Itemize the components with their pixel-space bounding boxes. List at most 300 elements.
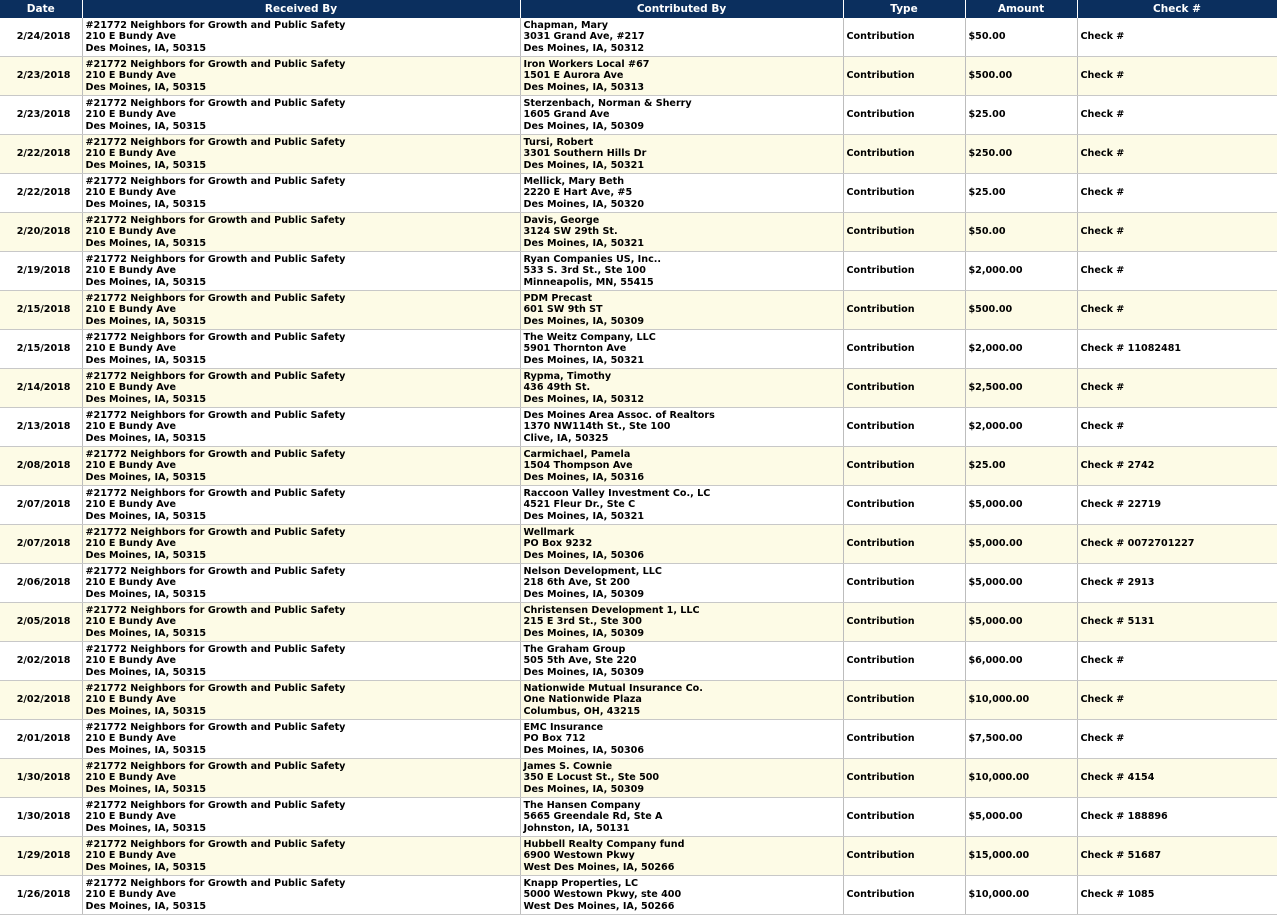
- received-by-line: Des Moines, IA, 50315: [85, 198, 207, 210]
- table-row: [0, 369, 1277, 408]
- received-by-line: 210 E Bundy Ave: [85, 70, 177, 82]
- cell-date: 2/08/2018: [0, 447, 82, 486]
- cell-date: 1/30/2018: [0, 798, 82, 837]
- cell-type: Contribution: [843, 213, 965, 252]
- cell-type: Contribution: [843, 447, 965, 486]
- cell-date: 2/15/2018: [0, 291, 82, 330]
- cell-received-by: [82, 135, 520, 174]
- received-by-line: Des Moines, IA, 50315: [85, 276, 207, 288]
- received-by-line: 210 E Bundy Ave: [85, 616, 177, 628]
- received-by-line: Des Moines, IA, 50315: [85, 588, 207, 600]
- contributed-by-line: 5665 Greendale Rd, Ste A: [523, 811, 663, 823]
- contributed-by-line: 3301 Southern Hills Dr: [523, 148, 647, 160]
- cell-check-number: Check #: [1077, 642, 1277, 681]
- cell-received-by: [82, 447, 520, 486]
- cell-type: Contribution: [843, 525, 965, 564]
- table-row: [0, 408, 1277, 447]
- cell-received-by: [82, 291, 520, 330]
- contributed-by-line: Sterzenbach, Norman & Sherry: [523, 97, 692, 109]
- table-row: [0, 603, 1277, 642]
- cell-amount: $50.00: [965, 213, 1077, 252]
- received-by-line: 210 E Bundy Ave: [85, 772, 177, 784]
- cell-amount: $10,000.00: [965, 876, 1077, 915]
- cell-date: 2/23/2018: [0, 96, 82, 135]
- cell-check-number: Check #: [1077, 96, 1277, 135]
- received-by-line: #21772 Neighbors for Growth and Public Safety: [85, 760, 346, 772]
- cell-check-number: Check #: [1077, 174, 1277, 213]
- contributed-by-line: Mellick, Mary Beth: [523, 175, 625, 187]
- received-by-line: #21772 Neighbors for Growth and Public Safety: [85, 214, 346, 226]
- cell-contributed-by: [520, 18, 843, 57]
- contributed-by-line: Davis, George: [523, 214, 600, 226]
- cell-amount: $5,000.00: [965, 798, 1077, 837]
- cell-amount: $25.00: [965, 96, 1077, 135]
- contributed-by-line: 350 E Locust St., Ste 500: [523, 772, 660, 784]
- cell-amount: $5,000.00: [965, 564, 1077, 603]
- table-row: [0, 798, 1277, 837]
- contributed-by-line: Des Moines, IA, 50309: [523, 627, 645, 639]
- received-by-line: Des Moines, IA, 50315: [85, 822, 207, 834]
- received-by-line: Des Moines, IA, 50315: [85, 627, 207, 639]
- contributed-by-line: Clive, IA, 50325: [523, 432, 609, 444]
- cell-check-number: Check # 5131: [1077, 603, 1277, 642]
- cell-date: 2/23/2018: [0, 57, 82, 96]
- contributed-by-line: Des Moines, IA, 50309: [523, 120, 645, 132]
- contributed-by-line: Minneapolis, MN, 55415: [523, 276, 654, 288]
- contributed-by-line: Nationwide Mutual Insurance Co.: [523, 682, 703, 694]
- cell-check-number: Check # 1085: [1077, 876, 1277, 915]
- cell-contributed-by: [520, 291, 843, 330]
- cell-received-by: [82, 564, 520, 603]
- header-contributed-by[interactable]: Contributed By: [520, 0, 843, 18]
- table-row: [0, 96, 1277, 135]
- cell-date: 1/26/2018: [0, 876, 82, 915]
- received-by-line: Des Moines, IA, 50315: [85, 666, 207, 678]
- contributed-by-line: 3124 SW 29th St.: [523, 226, 618, 238]
- received-by-line: Des Moines, IA, 50315: [85, 42, 207, 54]
- contributed-by-line: 2220 E Hart Ave, #5: [523, 187, 633, 199]
- cell-type: Contribution: [843, 564, 965, 603]
- received-by-line: #21772 Neighbors for Growth and Public Safety: [85, 292, 346, 304]
- cell-check-number: Check # 51687: [1077, 837, 1277, 876]
- contributed-by-line: The Graham Group: [523, 643, 626, 655]
- header-received-by[interactable]: Received By: [82, 0, 520, 18]
- contributed-by-line: The Weitz Company, LLC: [523, 331, 656, 343]
- cell-date: 1/29/2018: [0, 837, 82, 876]
- received-by-line: #21772 Neighbors for Growth and Public Safety: [85, 838, 346, 850]
- received-by-line: Des Moines, IA, 50315: [85, 471, 207, 483]
- cell-type: Contribution: [843, 135, 965, 174]
- contributed-by-line: Christensen Development 1, LLC: [523, 604, 700, 616]
- header-date[interactable]: Date: [0, 0, 82, 18]
- contributed-by-line: 533 S. 3rd St., Ste 100: [523, 265, 646, 277]
- cell-amount: $5,000.00: [965, 525, 1077, 564]
- received-by-line: 210 E Bundy Ave: [85, 343, 177, 355]
- received-by-line: Des Moines, IA, 50315: [85, 744, 207, 756]
- received-by-line: #21772 Neighbors for Growth and Public Safety: [85, 253, 346, 265]
- contributed-by-line: Des Moines, IA, 50321: [523, 354, 645, 366]
- cell-amount: $25.00: [965, 447, 1077, 486]
- contributed-by-line: PDM Precast: [523, 292, 593, 304]
- cell-check-number: Check #: [1077, 681, 1277, 720]
- contributed-by-line: Knapp Properties, LC: [523, 877, 639, 889]
- received-by-line: 210 E Bundy Ave: [85, 187, 177, 199]
- cell-date: 2/20/2018: [0, 213, 82, 252]
- contributed-by-line: 5901 Thornton Ave: [523, 343, 627, 355]
- cell-type: Contribution: [843, 837, 965, 876]
- received-by-line: Des Moines, IA, 50315: [85, 159, 207, 171]
- cell-check-number: Check # 4154: [1077, 759, 1277, 798]
- table-row: [0, 18, 1277, 57]
- cell-date: 2/02/2018: [0, 681, 82, 720]
- contributed-by-line: 215 E 3rd St., Ste 300: [523, 616, 642, 628]
- cell-date: 2/06/2018: [0, 564, 82, 603]
- cell-received-by: [82, 96, 520, 135]
- received-by-line: 210 E Bundy Ave: [85, 109, 177, 121]
- cell-type: Contribution: [843, 759, 965, 798]
- cell-contributed-by: [520, 174, 843, 213]
- cell-amount: $5,000.00: [965, 603, 1077, 642]
- received-by-line: #21772 Neighbors for Growth and Public Safety: [85, 643, 346, 655]
- cell-amount: $500.00: [965, 291, 1077, 330]
- table-row: [0, 291, 1277, 330]
- received-by-line: 210 E Bundy Ave: [85, 655, 177, 667]
- contributed-by-line: Des Moines, IA, 50321: [523, 237, 645, 249]
- contributed-by-line: Des Moines, IA, 50313: [523, 81, 645, 93]
- header-amount[interactable]: Amount: [965, 0, 1077, 18]
- contributed-by-line: Johnston, IA, 50131: [523, 822, 630, 834]
- cell-check-number: Check # 11082481: [1077, 330, 1277, 369]
- cell-type: Contribution: [843, 252, 965, 291]
- received-by-line: 210 E Bundy Ave: [85, 265, 177, 277]
- contributed-by-line: 6900 Westown Pkwy: [523, 850, 635, 862]
- contributed-by-line: Rypma, Timothy: [523, 370, 612, 382]
- received-by-line: #21772 Neighbors for Growth and Public Safety: [85, 370, 346, 382]
- received-by-line: Des Moines, IA, 50315: [85, 81, 207, 93]
- cell-type: Contribution: [843, 174, 965, 213]
- received-by-line: 210 E Bundy Ave: [85, 733, 177, 745]
- contributed-by-line: Des Moines, IA, 50321: [523, 510, 645, 522]
- cell-received-by: [82, 603, 520, 642]
- cell-received-by: [82, 759, 520, 798]
- received-by-line: 210 E Bundy Ave: [85, 226, 177, 238]
- cell-received-by: [82, 330, 520, 369]
- cell-date: 2/07/2018: [0, 525, 82, 564]
- header-check-number[interactable]: Check #: [1077, 0, 1277, 18]
- received-by-line: Des Moines, IA, 50315: [85, 900, 207, 912]
- table-body: [0, 18, 1277, 915]
- contributed-by-line: 1605 Grand Ave: [523, 109, 610, 121]
- received-by-line: #21772 Neighbors for Growth and Public Safety: [85, 19, 346, 31]
- received-by-line: 210 E Bundy Ave: [85, 577, 177, 589]
- contributed-by-line: 436 49th St.: [523, 382, 591, 394]
- cell-contributed-by: [520, 330, 843, 369]
- contributed-by-line: Raccoon Valley Investment Co., LC: [523, 487, 711, 499]
- received-by-line: Des Moines, IA, 50315: [85, 120, 207, 132]
- cell-type: Contribution: [843, 330, 965, 369]
- received-by-line: Des Moines, IA, 50315: [85, 432, 207, 444]
- cell-contributed-by: [520, 486, 843, 525]
- contributed-by-line: Des Moines, IA, 50320: [523, 198, 645, 210]
- contributed-by-line: Des Moines, IA, 50306: [523, 549, 645, 561]
- cell-type: Contribution: [843, 876, 965, 915]
- cell-received-by: [82, 213, 520, 252]
- cell-type: Contribution: [843, 96, 965, 135]
- table-row: [0, 213, 1277, 252]
- table-row: [0, 174, 1277, 213]
- cell-date: 2/22/2018: [0, 135, 82, 174]
- cell-date: 2/15/2018: [0, 330, 82, 369]
- cell-received-by: [82, 837, 520, 876]
- table-row: [0, 564, 1277, 603]
- cell-date: 2/02/2018: [0, 642, 82, 681]
- cell-amount: $500.00: [965, 57, 1077, 96]
- cell-contributed-by: [520, 135, 843, 174]
- cell-amount: $50.00: [965, 18, 1077, 57]
- cell-received-by: [82, 408, 520, 447]
- table-row: [0, 525, 1277, 564]
- cell-type: Contribution: [843, 681, 965, 720]
- cell-date: 2/14/2018: [0, 369, 82, 408]
- received-by-line: #21772 Neighbors for Growth and Public Safety: [85, 58, 346, 70]
- table-row: [0, 57, 1277, 96]
- received-by-line: 210 E Bundy Ave: [85, 460, 177, 472]
- received-by-line: #21772 Neighbors for Growth and Public Safety: [85, 682, 346, 694]
- cell-date: 2/24/2018: [0, 18, 82, 57]
- received-by-line: #21772 Neighbors for Growth and Public Safety: [85, 136, 346, 148]
- contributed-by-line: Des Moines, IA, 50316: [523, 471, 645, 483]
- cell-contributed-by: [520, 213, 843, 252]
- cell-received-by: [82, 18, 520, 57]
- table-row: [0, 681, 1277, 720]
- contributed-by-line: 1370 NW114th St., Ste 100: [523, 421, 671, 433]
- received-by-line: #21772 Neighbors for Growth and Public Safety: [85, 877, 346, 889]
- received-by-line: Des Moines, IA, 50315: [85, 783, 207, 795]
- cell-received-by: [82, 720, 520, 759]
- table-row: [0, 486, 1277, 525]
- contributed-by-line: Des Moines, IA, 50312: [523, 393, 645, 405]
- received-by-line: Des Moines, IA, 50315: [85, 861, 207, 873]
- cell-received-by: [82, 798, 520, 837]
- cell-amount: $10,000.00: [965, 759, 1077, 798]
- cell-check-number: Check #: [1077, 135, 1277, 174]
- cell-date: 1/30/2018: [0, 759, 82, 798]
- cell-check-number: Check #: [1077, 18, 1277, 57]
- cell-amount: $5,000.00: [965, 486, 1077, 525]
- cell-contributed-by: [520, 642, 843, 681]
- cell-type: Contribution: [843, 57, 965, 96]
- cell-check-number: Check # 22719: [1077, 486, 1277, 525]
- contributed-by-line: Wellmark: [523, 526, 575, 538]
- contributed-by-line: 5000 Westown Pkwy, ste 400: [523, 889, 682, 901]
- received-by-line: Des Moines, IA, 50315: [85, 549, 207, 561]
- cell-amount: $2,000.00: [965, 408, 1077, 447]
- cell-contributed-by: [520, 798, 843, 837]
- contributed-by-line: 3031 Grand Ave, #217: [523, 31, 645, 43]
- contributed-by-line: Carmichael, Pamela: [523, 448, 631, 460]
- received-by-line: 210 E Bundy Ave: [85, 31, 177, 43]
- received-by-line: Des Moines, IA, 50315: [85, 354, 207, 366]
- contributed-by-line: PO Box 9232: [523, 538, 593, 550]
- cell-date: 2/01/2018: [0, 720, 82, 759]
- cell-type: Contribution: [843, 408, 965, 447]
- table-row: [0, 759, 1277, 798]
- header-type[interactable]: Type: [843, 0, 965, 18]
- cell-contributed-by: [520, 837, 843, 876]
- cell-type: Contribution: [843, 720, 965, 759]
- cell-contributed-by: [520, 876, 843, 915]
- cell-amount: $15,000.00: [965, 837, 1077, 876]
- received-by-line: 210 E Bundy Ave: [85, 694, 177, 706]
- received-by-line: Des Moines, IA, 50315: [85, 705, 207, 717]
- cell-contributed-by: [520, 759, 843, 798]
- cell-contributed-by: [520, 369, 843, 408]
- cell-type: Contribution: [843, 369, 965, 408]
- table-row: [0, 642, 1277, 681]
- contributed-by-line: 505 5th Ave, Ste 220: [523, 655, 637, 667]
- cell-contributed-by: [520, 447, 843, 486]
- received-by-line: 210 E Bundy Ave: [85, 811, 177, 823]
- cell-contributed-by: [520, 57, 843, 96]
- cell-check-number: Check # 0072701227: [1077, 525, 1277, 564]
- cell-received-by: [82, 174, 520, 213]
- cell-amount: $2,000.00: [965, 252, 1077, 291]
- cell-type: Contribution: [843, 798, 965, 837]
- contributed-by-line: 1504 Thompson Ave: [523, 460, 633, 472]
- cell-amount: $6,000.00: [965, 642, 1077, 681]
- contributed-by-line: Des Moines, IA, 50312: [523, 42, 645, 54]
- cell-type: Contribution: [843, 18, 965, 57]
- contributed-by-line: 601 SW 9th ST: [523, 304, 603, 316]
- cell-type: Contribution: [843, 603, 965, 642]
- table-row: [0, 837, 1277, 876]
- cell-contributed-by: [520, 564, 843, 603]
- received-by-line: 210 E Bundy Ave: [85, 304, 177, 316]
- contributed-by-line: Chapman, Mary: [523, 19, 609, 31]
- cell-check-number: Check #: [1077, 369, 1277, 408]
- cell-received-by: [82, 57, 520, 96]
- contributed-by-line: Des Moines Area Assoc. of Realtors: [523, 409, 715, 421]
- received-by-line: 210 E Bundy Ave: [85, 499, 177, 511]
- contributed-by-line: Hubbell Realty Company fund: [523, 838, 685, 850]
- cell-received-by: [82, 681, 520, 720]
- cell-contributed-by: [520, 603, 843, 642]
- table-row: [0, 876, 1277, 915]
- contributed-by-line: Nelson Development, LLC: [523, 565, 662, 577]
- cell-date: 2/22/2018: [0, 174, 82, 213]
- cell-check-number: Check #: [1077, 252, 1277, 291]
- contributed-by-line: PO Box 712: [523, 733, 586, 745]
- received-by-line: #21772 Neighbors for Growth and Public Safety: [85, 175, 346, 187]
- cell-check-number: Check #: [1077, 720, 1277, 759]
- received-by-line: #21772 Neighbors for Growth and Public Safety: [85, 487, 346, 499]
- cell-received-by: [82, 252, 520, 291]
- cell-type: Contribution: [843, 642, 965, 681]
- cell-received-by: [82, 486, 520, 525]
- table-row: [0, 447, 1277, 486]
- received-by-line: #21772 Neighbors for Growth and Public Safety: [85, 97, 346, 109]
- contributed-by-line: Ryan Companies US, Inc..: [523, 253, 662, 265]
- received-by-line: 210 E Bundy Ave: [85, 889, 177, 901]
- cell-amount: $2,500.00: [965, 369, 1077, 408]
- cell-contributed-by: [520, 408, 843, 447]
- received-by-line: #21772 Neighbors for Growth and Public Safety: [85, 526, 346, 538]
- cell-check-number: Check #: [1077, 213, 1277, 252]
- table-header-row: [0, 0, 1277, 18]
- received-by-line: 210 E Bundy Ave: [85, 382, 177, 394]
- contributed-by-line: The Hansen Company: [523, 799, 641, 811]
- cell-contributed-by: [520, 681, 843, 720]
- table-row: [0, 135, 1277, 174]
- received-by-line: Des Moines, IA, 50315: [85, 393, 207, 405]
- cell-check-number: Check # 2913: [1077, 564, 1277, 603]
- contributed-by-line: West Des Moines, IA, 50266: [523, 861, 675, 873]
- contributed-by-line: Columbus, OH, 43215: [523, 705, 641, 717]
- received-by-line: #21772 Neighbors for Growth and Public Safety: [85, 409, 346, 421]
- contributed-by-line: Des Moines, IA, 50306: [523, 744, 645, 756]
- cell-date: 2/07/2018: [0, 486, 82, 525]
- cell-check-number: Check #: [1077, 408, 1277, 447]
- contributed-by-line: 218 6th Ave, St 200: [523, 577, 630, 589]
- received-by-line: 210 E Bundy Ave: [85, 148, 177, 160]
- contributed-by-line: West Des Moines, IA, 50266: [523, 900, 675, 912]
- contributed-by-line: Des Moines, IA, 50309: [523, 588, 645, 600]
- cell-check-number: Check #: [1077, 291, 1277, 330]
- cell-amount: $10,000.00: [965, 681, 1077, 720]
- contributed-by-line: Tursi, Robert: [523, 136, 594, 148]
- received-by-line: Des Moines, IA, 50315: [85, 510, 207, 522]
- received-by-line: #21772 Neighbors for Growth and Public Safety: [85, 448, 346, 460]
- cell-contributed-by: [520, 252, 843, 291]
- received-by-line: #21772 Neighbors for Growth and Public Safety: [85, 604, 346, 616]
- contributed-by-line: Des Moines, IA, 50309: [523, 315, 645, 327]
- cell-type: Contribution: [843, 486, 965, 525]
- contributed-by-line: Iron Workers Local #67: [523, 58, 650, 70]
- contributed-by-line: 4521 Fleur Dr., Ste C: [523, 499, 636, 511]
- contributed-by-line: Des Moines, IA, 50321: [523, 159, 645, 171]
- cell-received-by: [82, 642, 520, 681]
- received-by-line: #21772 Neighbors for Growth and Public Safety: [85, 721, 346, 733]
- cell-contributed-by: [520, 525, 843, 564]
- cell-check-number: Check # 2742: [1077, 447, 1277, 486]
- received-by-line: 210 E Bundy Ave: [85, 850, 177, 862]
- cell-date: 2/13/2018: [0, 408, 82, 447]
- cell-date: 2/19/2018: [0, 252, 82, 291]
- received-by-line: #21772 Neighbors for Growth and Public Safety: [85, 799, 346, 811]
- contributed-by-line: James S. Cownie: [523, 760, 613, 772]
- contributed-by-line: Des Moines, IA, 50309: [523, 666, 645, 678]
- cell-check-number: Check #: [1077, 57, 1277, 96]
- received-by-line: Des Moines, IA, 50315: [85, 237, 207, 249]
- table-row: [0, 330, 1277, 369]
- contributed-by-line: One Nationwide Plaza: [523, 694, 642, 706]
- cell-check-number: Check # 188896: [1077, 798, 1277, 837]
- cell-received-by: [82, 525, 520, 564]
- cell-amount: $2,000.00: [965, 330, 1077, 369]
- table-row: [0, 720, 1277, 759]
- cell-received-by: [82, 876, 520, 915]
- cell-received-by: [82, 369, 520, 408]
- table-row: [0, 252, 1277, 291]
- cell-date: 2/05/2018: [0, 603, 82, 642]
- contributed-by-line: EMC Insurance: [523, 721, 604, 733]
- cell-contributed-by: [520, 96, 843, 135]
- cell-amount: $25.00: [965, 174, 1077, 213]
- cell-type: Contribution: [843, 291, 965, 330]
- cell-amount: $7,500.00: [965, 720, 1077, 759]
- received-by-line: 210 E Bundy Ave: [85, 421, 177, 433]
- contributed-by-line: Des Moines, IA, 50309: [523, 783, 645, 795]
